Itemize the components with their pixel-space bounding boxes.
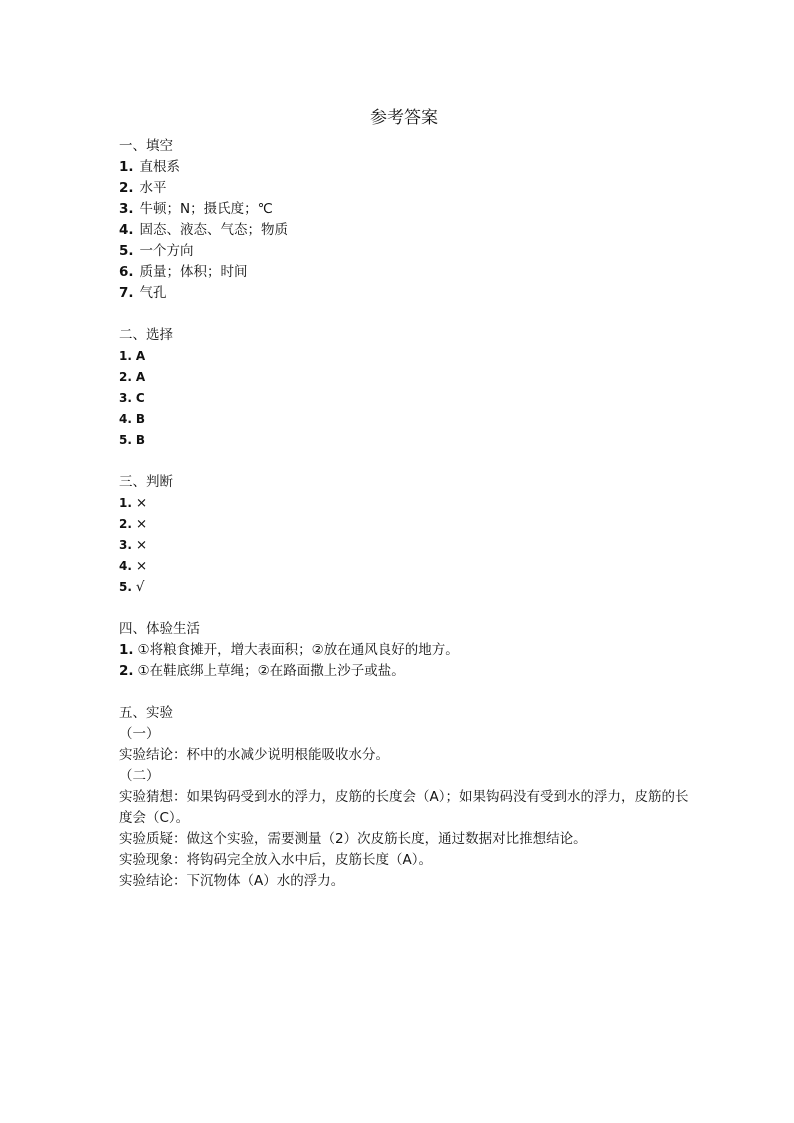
- item-number: 2.: [119, 180, 134, 196]
- item-answer: 牛顿；N；摄氏度；℃: [139, 201, 273, 217]
- item-number: 1.: [119, 496, 132, 510]
- item-answer: B: [135, 412, 146, 426]
- list-item: [119, 514, 689, 535]
- section-heading-experiment: 五、实验: [119, 705, 173, 721]
- item-number: 5.: [119, 433, 132, 447]
- spacer: [119, 598, 689, 619]
- item-number: 5.: [119, 243, 134, 259]
- list-item: [119, 241, 689, 262]
- item-answer: B: [135, 433, 146, 447]
- item-answer: 直根系: [139, 159, 181, 175]
- item-number: 4.: [119, 412, 132, 426]
- list-item: [119, 577, 689, 598]
- list-item: [119, 556, 689, 577]
- item-number: 7.: [119, 285, 134, 301]
- experiment-conclusion: 实验结论：杯中的水减少说明根能吸收水分。: [119, 747, 389, 763]
- item-number: 1.: [119, 159, 134, 175]
- list-item: [119, 283, 689, 304]
- item-number: 4.: [119, 222, 134, 238]
- item-answer: 气孔: [139, 285, 167, 301]
- list-item: [119, 430, 689, 451]
- section-heading-choice: 二、选择: [119, 327, 173, 343]
- item-answer: 固态、液态、气态；物质: [139, 222, 289, 238]
- item-number: 2.: [119, 370, 132, 384]
- spacer: [119, 682, 689, 703]
- list-item: [119, 262, 689, 283]
- section-heading-judge: 三、判断: [119, 474, 173, 490]
- item-answer: √: [135, 579, 145, 595]
- experiment-question: 实验质疑：做这个实验，需要测量（2）次皮筋长度，通过数据对比推想结论。: [119, 831, 587, 847]
- item-answer: ×: [135, 537, 148, 553]
- item-number: 2.: [119, 517, 132, 531]
- list-item: [119, 220, 689, 241]
- list-item: [119, 493, 689, 514]
- item-number: 1.: [119, 642, 134, 658]
- item-number: 3.: [119, 391, 132, 405]
- experiment-conclusion: 实验结论：下沉物体（A）水的浮力。: [119, 873, 345, 889]
- list-item: [119, 199, 689, 220]
- item-number: 3.: [119, 201, 134, 217]
- item-answer: 一个方向: [139, 243, 194, 259]
- item-answer: A: [135, 349, 146, 363]
- item-answer: 质量；体积；时间: [139, 264, 248, 280]
- item-answer: A: [135, 370, 146, 384]
- section-heading-fill-blank: 一、填空: [119, 138, 173, 154]
- list-item: [119, 178, 689, 199]
- item-number: 2.: [119, 663, 134, 679]
- experiment-part-label: （一）: [119, 726, 160, 742]
- item-number: 6.: [119, 264, 134, 280]
- list-item: [119, 388, 689, 409]
- list-item: [119, 535, 689, 556]
- list-item: [119, 157, 689, 178]
- item-answer: ①将粮食摊开，增大表面积；②放在通风良好的地方。: [137, 642, 459, 658]
- item-answer: ×: [135, 558, 148, 574]
- page-title: 参考答案: [370, 108, 438, 128]
- list-item: [119, 640, 689, 661]
- section-heading-life: 四、体验生活: [119, 621, 200, 637]
- spacer: [119, 451, 689, 472]
- list-item: [119, 661, 689, 682]
- item-number: 5.: [119, 580, 132, 594]
- item-answer: C: [135, 391, 145, 405]
- spacer: [119, 304, 689, 325]
- answer-content: [119, 106, 689, 892]
- item-number: 3.: [119, 538, 132, 552]
- item-answer: ×: [135, 495, 148, 511]
- list-item: [119, 346, 689, 367]
- experiment-part-label: （二）: [119, 768, 160, 784]
- item-number: 4.: [119, 559, 132, 573]
- experiment-phenomenon: 实验现象：将钩码完全放入水中后，皮筋长度（A）。: [119, 852, 432, 868]
- experiment-guess: 实验猜想：如果钩码受到水的浮力，皮筋的长度会（A）；如果钩码没有受到水的浮力，皮筋的长度会（C）。: [119, 789, 689, 826]
- list-item: [119, 367, 689, 388]
- list-item: [119, 409, 689, 430]
- item-number: 1.: [119, 349, 132, 363]
- item-answer: ①在鞋底绑上草绳；②在路面撒上沙子或盐。: [137, 663, 405, 679]
- item-answer: ×: [135, 516, 148, 532]
- item-answer: 水平: [139, 180, 167, 196]
